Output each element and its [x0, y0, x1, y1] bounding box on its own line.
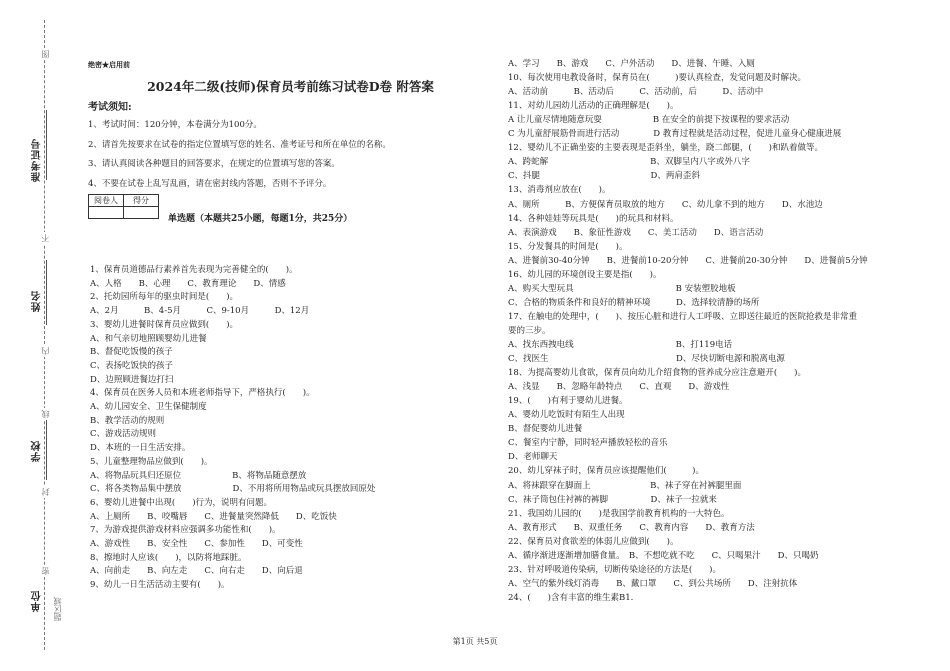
question-line: D、本班的一日生活安排。	[90, 443, 191, 454]
question-line: A、游戏性 B、安全性 C、参加性 D、可变性	[90, 539, 303, 549]
question-line: 20、幼儿穿袜子时，保育员应该提醒他们( )。	[508, 466, 704, 477]
question-line: 5、儿童整理物品应做到( )。	[90, 456, 213, 467]
label-school: 学校	[32, 440, 43, 462]
label-exam-number: 准考证号	[32, 138, 43, 182]
question-line: A、空气的紫外线灯消毒 B、戴口罩 C、到公共场所 D、注射抗体	[508, 578, 798, 589]
label-name: 姓名	[32, 290, 43, 312]
score-table	[88, 194, 159, 219]
seal-char-5: 密	[41, 567, 50, 575]
question-line: C、表扬吃饭快的孩子	[90, 360, 174, 371]
question-line: A、将物品玩具归还原位 B、将物品随意摆放	[90, 470, 307, 481]
question-line: A、婴幼儿吃饭时有陌生人出现	[508, 410, 625, 421]
question-line: C、餐室内宁静，同时轻声播放轻松的音乐	[508, 438, 668, 449]
question-line: C、抖腿 D、两肩歪斜	[508, 171, 700, 182]
grader-header: 阅卷人	[89, 195, 124, 207]
area-mark: 题区域	[53, 597, 62, 621]
question-line: B、教学活动的规则	[90, 415, 165, 426]
question-line: 24、( )含有丰富的维生素B1.	[508, 592, 634, 603]
question-line: C、袜子筒包住衬裤的裤脚 D、袜子一拉就来	[508, 494, 717, 505]
label-unit: 单位	[32, 590, 43, 612]
question-line: A 让儿童尽情地随意玩耍 B 在安全的前提下按课程的要求活动	[508, 115, 790, 126]
question-line: 9、幼儿一日生活活动主要有( )。	[90, 580, 230, 591]
question-line: 12、婴幼儿不正确坐姿的主要表现是歪斜坐，躺坐，跷二郎腿，( )和趴着做等。	[508, 143, 823, 154]
question-line: 14、各种娃娃等玩具是( )的玩具和材料。	[508, 213, 679, 224]
question-line: 10、每次使用电教设备时，保育员在( )要认真检查，发觉问题及时解决。	[508, 73, 806, 84]
question-line: 15、分发餐具的时间是( )。	[508, 241, 628, 252]
question-line: 4、保育员在医务人员和本班老师指导下，严格执行( )。	[90, 388, 315, 399]
question-line: A、跨蛇解 B、双脚呈内八字或外八字	[508, 157, 750, 168]
question-line: 7、为游戏提供游戏材料应强调多功能性和( )。	[90, 525, 281, 536]
question-line: 23、针对呼吸道传染病，切断传染途径的方法是( )。	[508, 564, 721, 575]
question-line: 3、婴幼儿进餐时保育员应做到( )。	[90, 319, 239, 330]
question-line: 16、幼儿园的环境创设主要是指( )。	[508, 269, 662, 280]
question-line: A、学习 B、游戏 C、户外活动 D、进餐、午睡、入厕	[508, 59, 755, 69]
question-line: 6、婴幼儿进餐中出现( )行为，说明有问题。	[90, 497, 273, 508]
question-line: 8、擦地时人应该( )，以防将地踩脏。	[90, 552, 247, 563]
question-line: 18、为提高婴幼儿食欲，保育员向幼儿介绍食物的营养成分应注意避开( )。	[508, 368, 806, 379]
notice-item: 3、请认真阅读各种题目的回答要求，在规定的位置填写您的答案。	[88, 159, 340, 169]
page-footer: 第1页 共5页	[452, 637, 498, 646]
question-line: A、购买大型玩具 B 安装塑胶地板	[508, 283, 736, 294]
question-line: C、游戏活动规则	[90, 429, 157, 440]
question-line: B、督促吃饭慢的孩子	[90, 347, 173, 358]
notice-item: 4、不要在试卷上乱写乱画，请在密封线内答题，否则不予评分。	[88, 179, 332, 189]
question-line: 19、( )有利于婴幼儿进餐。	[508, 396, 628, 407]
question-line: 17、在触电的处理中，( )、按压心脏和进行人工呼吸、立即送往最近的医院抢救是非常重	[508, 311, 857, 322]
question-line: 13、消毒剂应放在( )。	[508, 185, 611, 196]
question-line: 22、保育员对食欲差的体弱儿应做到( )。	[508, 536, 679, 547]
page-title: 2024年二级(技师)保育员考前练习试卷D卷 附答案	[147, 79, 434, 94]
exam-number-line	[46, 110, 47, 180]
question-line: D、老师聊天	[508, 452, 558, 463]
school-line	[46, 420, 47, 480]
question-line: 21、我国幼儿园的( )是我国学前教育机构的一大特色。	[508, 508, 730, 519]
score-header: 得分	[124, 195, 159, 207]
question-line: D、边照顾进餐边打扫	[90, 374, 174, 385]
binding-strip	[0, 0, 70, 671]
section-heading: 单选题（本题共25小题，每题1分，共25分）	[168, 214, 353, 224]
question-line: C、合格的物质条件和良好的精神环境 D、选择较清静的场所	[508, 297, 760, 308]
secret-mark: 绝密★启用前	[88, 60, 130, 69]
question-line: A、和气亲切地照顾婴幼儿进餐	[90, 333, 207, 344]
seal-char-2: 内	[41, 347, 50, 355]
question-line: A、活动前 B、活动后 C、活动前，后 D、活动中	[508, 87, 764, 98]
seal-char-3: 线	[41, 410, 50, 418]
notice-item: 2、请首先按要求在试卷的指定位置填写您的姓名、准考证号和所在单位的名称。	[88, 140, 391, 150]
question-line: B、督促婴幼儿进餐	[508, 424, 583, 435]
notice-item: 1、考试时间：120分钟，本卷满分为100分。	[88, 120, 262, 130]
question-line: A、厕所 B、方便保育员取放的地方 C、幼儿拿不到的地方 D、水池边	[508, 199, 823, 210]
question-line: A、幼儿园安全、卫生保健制度	[90, 402, 207, 412]
corner-mark: 图	[41, 50, 50, 58]
question-line: C 为儿童舒展筋骨而进行活动 D 教育过程就是活动过程，促进儿童身心健康进展	[508, 129, 842, 140]
question-line: A、浅显 B、忽略年龄特点 C、直观 D、游戏性	[508, 382, 730, 393]
grader-cell[interactable]	[89, 207, 124, 219]
question-line: 1、保育员道德品行素养首先表现为完善健全的( )。	[90, 265, 298, 275]
question-line: A、表演游戏 B、象征性游戏 C、美工活动 D、语言活动	[508, 227, 764, 238]
question-line: A、教育形式 B、双重任务 C、教育内容 D、教育方法	[508, 522, 755, 533]
question-line: 要的三步。	[508, 325, 551, 336]
question-line: A、循序渐进逐渐增加膳食量。 B、不想吃就不吃 C、只喝果汁 D、只喝奶	[508, 550, 819, 561]
question-line: A、人格 B、心理 C、教育理论 D、情感	[90, 278, 286, 289]
question-line: A、将袜跟穿在脚面上 B、袜子穿在衬裤腿里面	[508, 480, 742, 491]
question-line: A、进餐前30-40分钟 B、进餐前10-20分钟 C、进餐前20-30分钟 D、进餐前5分钟	[508, 255, 868, 266]
question-line: C、找医生 D、尽快切断电源和脱离电源	[508, 354, 785, 365]
question-line: A、向前走 B、向左走 C、向右走 D、向后退	[90, 566, 303, 577]
name-line	[46, 260, 47, 325]
seal-dashed-line	[44, 20, 45, 650]
question-line: A、2月 B、4-5月 C、9-10月 D、12月	[90, 306, 310, 317]
question-line: C、将各类物品集中摆放 D、不用将所用物品或玩具摆放回原处	[90, 484, 376, 495]
seal-char-4: 封	[41, 488, 50, 496]
seal-char-1: 不	[41, 234, 50, 242]
question-line: 11、对幼儿园幼儿活动的正确理解是( )。	[508, 101, 679, 112]
notice-heading: 考试须知:	[88, 102, 132, 113]
question-line: 2、托幼园所每年的驱虫时间是( )。	[90, 292, 239, 303]
question-line: A、上厕所 B、咬嘴唇 C、进餐量突然降低 D、吃饭快	[90, 511, 337, 522]
score-cell[interactable]	[124, 207, 159, 219]
question-line: A、找东西拽电线 B、打119电话	[508, 340, 733, 350]
